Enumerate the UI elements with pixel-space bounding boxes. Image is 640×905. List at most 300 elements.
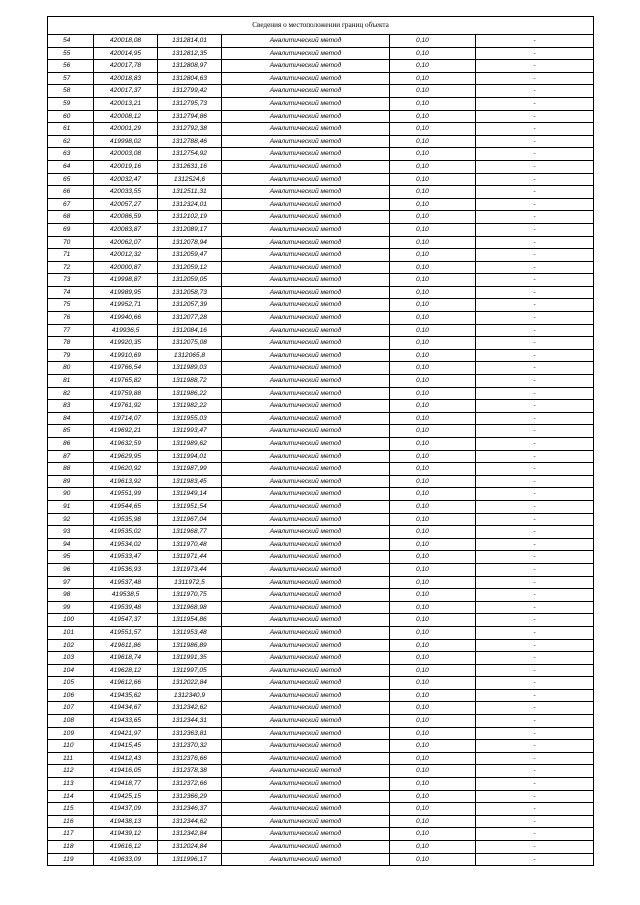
error-cell: 0,10 [390,274,476,287]
error-cell: 0,10 [390,589,476,602]
method-cell: Аналитический метод [222,639,390,652]
method-cell: Аналитический метод [222,664,390,677]
x-coordinate-cell: 420086,59 [94,211,158,224]
table-row [48,375,594,388]
error-cell: 0,10 [390,438,476,451]
error-cell: 0,10 [390,249,476,262]
y-coordinate-cell: 1311994,01 [158,450,222,463]
method-cell: Аналитический метод [222,123,390,136]
error-cell: 0,10 [390,160,476,173]
x-coordinate-cell: 420000,87 [94,261,158,274]
x-coordinate-cell: 419998,02 [94,135,158,148]
y-coordinate-cell: 1312370,32 [158,740,222,753]
table-row [48,274,594,287]
point-number-cell: 69 [48,223,94,236]
x-coordinate-cell: 419535,98 [94,513,158,526]
description-cell: - [476,828,594,841]
method-cell: Аналитический метод [222,299,390,312]
x-coordinate-cell: 420017,37 [94,85,158,98]
point-number-cell: 82 [48,387,94,400]
table-row [48,198,594,211]
error-cell: 0,10 [390,211,476,224]
description-cell: - [476,110,594,123]
table-row [48,60,594,73]
table-row [48,589,594,602]
method-cell: Аналитический метод [222,828,390,841]
x-coordinate-cell: 420017,78 [94,60,158,73]
description-cell: - [476,186,594,199]
y-coordinate-cell: 1312022,84 [158,677,222,690]
error-cell: 0,10 [390,286,476,299]
method-cell: Аналитический метод [222,601,390,614]
description-cell: - [476,337,594,350]
error-cell: 0,10 [390,110,476,123]
y-coordinate-cell: 1311954,86 [158,614,222,627]
method-cell: Аналитический метод [222,626,390,639]
description-cell: - [476,500,594,513]
x-coordinate-cell: 420062,07 [94,236,158,249]
description-cell: - [476,223,594,236]
method-cell: Аналитический метод [222,198,390,211]
y-coordinate-cell: 1312059,05 [158,274,222,287]
point-number-cell: 89 [48,475,94,488]
y-coordinate-cell: 1312059,12 [158,261,222,274]
table-row [48,727,594,740]
error-cell: 0,10 [390,35,476,48]
method-cell: Аналитический метод [222,236,390,249]
y-coordinate-cell: 1312344,31 [158,715,222,728]
description-cell: - [476,639,594,652]
y-coordinate-cell: 1312342,84 [158,828,222,841]
description-cell: - [476,375,594,388]
table-row [48,815,594,828]
description-cell: - [476,135,594,148]
error-cell: 0,10 [390,815,476,828]
x-coordinate-cell: 420008,12 [94,110,158,123]
error-cell: 0,10 [390,387,476,400]
table-row [48,526,594,539]
description-cell: - [476,35,594,48]
x-coordinate-cell: 420013,21 [94,97,158,110]
x-coordinate-cell: 419618,74 [94,652,158,665]
y-coordinate-cell: 1311982,22 [158,400,222,413]
method-cell: Аналитический метод [222,349,390,362]
table-row [48,513,594,526]
error-cell: 0,10 [390,689,476,702]
point-number-cell: 78 [48,337,94,350]
point-number-cell: 88 [48,463,94,476]
point-number-cell: 119 [48,853,94,866]
description-cell: - [476,589,594,602]
table-row [48,639,594,652]
point-number-cell: 65 [48,173,94,186]
method-cell: Аналитический метод [222,488,390,501]
x-coordinate-cell: 419538,5 [94,589,158,602]
boundary-coordinates-table [47,16,594,866]
method-cell: Аналитический метод [222,551,390,564]
error-cell: 0,10 [390,362,476,375]
x-coordinate-cell: 419692,21 [94,425,158,438]
error-cell: 0,10 [390,601,476,614]
method-cell: Аналитический метод [222,324,390,337]
point-number-cell: 87 [48,450,94,463]
table-row [48,538,594,551]
x-coordinate-cell: 419952,71 [94,299,158,312]
table-row [48,160,594,173]
description-cell: - [476,752,594,765]
table-row [48,135,594,148]
table-row [48,286,594,299]
point-number-cell: 54 [48,35,94,48]
description-cell: - [476,664,594,677]
table-row [48,123,594,136]
x-coordinate-cell: 419936,5 [94,324,158,337]
description-cell: - [476,727,594,740]
point-number-cell: 105 [48,677,94,690]
table-row [48,425,594,438]
table-row [48,715,594,728]
error-cell: 0,10 [390,626,476,639]
x-coordinate-cell: 419629,95 [94,450,158,463]
y-coordinate-cell: 1312024,84 [158,841,222,854]
x-coordinate-cell: 419632,59 [94,438,158,451]
table-row [48,211,594,224]
y-coordinate-cell: 1311993,47 [158,425,222,438]
method-cell: Аналитический метод [222,538,390,551]
error-cell: 0,10 [390,614,476,627]
table-row [48,828,594,841]
y-coordinate-cell: 1312346,37 [158,803,222,816]
x-coordinate-cell: 419620,92 [94,463,158,476]
x-coordinate-cell: 419438,13 [94,815,158,828]
point-number-cell: 66 [48,186,94,199]
description-cell: - [476,249,594,262]
error-cell: 0,10 [390,513,476,526]
y-coordinate-cell: 1311989,62 [158,438,222,451]
method-cell: Аналитический метод [222,526,390,539]
error-cell: 0,10 [390,312,476,325]
point-number-cell: 77 [48,324,94,337]
y-coordinate-cell: 1311989,03 [158,362,222,375]
table-row [48,450,594,463]
y-coordinate-cell: 1312077,28 [158,312,222,325]
error-cell: 0,10 [390,186,476,199]
x-coordinate-cell: 419611,86 [94,639,158,652]
method-cell: Аналитический метод [222,702,390,715]
method-cell: Аналитический метод [222,752,390,765]
y-coordinate-cell: 1311988,72 [158,375,222,388]
point-number-cell: 112 [48,765,94,778]
error-cell: 0,10 [390,702,476,715]
point-number-cell: 73 [48,274,94,287]
description-cell: - [476,198,594,211]
error-cell: 0,10 [390,72,476,85]
y-coordinate-cell: 1312057,39 [158,299,222,312]
table-row [48,186,594,199]
y-coordinate-cell: 1311951,54 [158,500,222,513]
table-row [48,223,594,236]
description-cell: - [476,362,594,375]
point-number-cell: 85 [48,425,94,438]
y-coordinate-cell: 1312792,38 [158,123,222,136]
error-cell: 0,10 [390,223,476,236]
table-row [48,500,594,513]
y-coordinate-cell: 1312078,94 [158,236,222,249]
point-number-cell: 116 [48,815,94,828]
method-cell: Аналитический метод [222,689,390,702]
error-cell: 0,10 [390,727,476,740]
point-number-cell: 55 [48,47,94,60]
y-coordinate-cell: 1311953,48 [158,626,222,639]
point-number-cell: 70 [48,236,94,249]
x-coordinate-cell: 419910,69 [94,349,158,362]
description-cell: - [476,841,594,854]
description-cell: - [476,261,594,274]
method-cell: Аналитический метод [222,286,390,299]
method-cell: Аналитический метод [222,740,390,753]
method-cell: Аналитический метод [222,513,390,526]
x-coordinate-cell: 419412,43 [94,752,158,765]
point-number-cell: 117 [48,828,94,841]
error-cell: 0,10 [390,652,476,665]
y-coordinate-cell: 1311972,5 [158,576,222,589]
x-coordinate-cell: 419613,92 [94,475,158,488]
x-coordinate-cell: 419998,87 [94,274,158,287]
point-number-cell: 56 [48,60,94,73]
error-cell: 0,10 [390,123,476,136]
method-cell: Аналитический метод [222,815,390,828]
x-coordinate-cell: 419434,67 [94,702,158,715]
x-coordinate-cell: 420083,87 [94,223,158,236]
point-number-cell: 92 [48,513,94,526]
point-number-cell: 108 [48,715,94,728]
table-row [48,563,594,576]
point-number-cell: 95 [48,551,94,564]
x-coordinate-cell: 419435,62 [94,689,158,702]
description-cell: - [476,551,594,564]
y-coordinate-cell: 1312363,81 [158,727,222,740]
point-number-cell: 79 [48,349,94,362]
error-cell: 0,10 [390,450,476,463]
y-coordinate-cell: 1312376,66 [158,752,222,765]
table-row [48,488,594,501]
method-cell: Аналитический метод [222,803,390,816]
method-cell: Аналитический метод [222,148,390,161]
point-number-cell: 114 [48,790,94,803]
method-cell: Аналитический метод [222,85,390,98]
table-row [48,841,594,854]
description-cell: - [476,463,594,476]
error-cell: 0,10 [390,828,476,841]
description-cell: - [476,526,594,539]
point-number-cell: 103 [48,652,94,665]
description-cell: - [476,211,594,224]
y-coordinate-cell: 1311949,14 [158,488,222,501]
error-cell: 0,10 [390,463,476,476]
x-coordinate-cell: 419418,77 [94,778,158,791]
point-number-cell: 111 [48,752,94,765]
x-coordinate-cell: 419551,99 [94,488,158,501]
table-row [48,236,594,249]
description-cell: - [476,148,594,161]
table-row [48,740,594,753]
x-coordinate-cell: 419421,97 [94,727,158,740]
table-row [48,803,594,816]
method-cell: Аналитический метод [222,249,390,262]
description-cell: - [476,614,594,627]
point-number-cell: 106 [48,689,94,702]
y-coordinate-cell: 1311987,99 [158,463,222,476]
y-coordinate-cell: 1312324,01 [158,198,222,211]
error-cell: 0,10 [390,790,476,803]
y-coordinate-cell: 1311955,03 [158,412,222,425]
description-cell: - [476,387,594,400]
error-cell: 0,10 [390,677,476,690]
point-number-cell: 72 [48,261,94,274]
point-number-cell: 61 [48,123,94,136]
method-cell: Аналитический метод [222,47,390,60]
table-row [48,614,594,627]
table-row [48,463,594,476]
table-row [48,626,594,639]
y-coordinate-cell: 1312344,62 [158,815,222,828]
table-title-row [48,17,594,35]
error-cell: 0,10 [390,778,476,791]
point-number-cell: 63 [48,148,94,161]
method-cell: Аналитический метод [222,500,390,513]
description-cell: - [476,488,594,501]
y-coordinate-cell: 1311968,98 [158,601,222,614]
point-number-cell: 115 [48,803,94,816]
description-cell: - [476,400,594,413]
y-coordinate-cell: 1312524,6 [158,173,222,186]
table-row [48,337,594,350]
error-cell: 0,10 [390,85,476,98]
error-cell: 0,10 [390,198,476,211]
table-row [48,249,594,262]
y-coordinate-cell: 1312075,08 [158,337,222,350]
error-cell: 0,10 [390,236,476,249]
table-row [48,689,594,702]
method-cell: Аналитический метод [222,727,390,740]
table-row [48,312,594,325]
method-cell: Аналитический метод [222,778,390,791]
y-coordinate-cell: 1312795,73 [158,97,222,110]
error-cell: 0,10 [390,488,476,501]
method-cell: Аналитический метод [222,375,390,388]
point-number-cell: 107 [48,702,94,715]
error-cell: 0,10 [390,526,476,539]
x-coordinate-cell: 420012,32 [94,249,158,262]
y-coordinate-cell: 1311986,89 [158,639,222,652]
x-coordinate-cell: 419425,15 [94,790,158,803]
y-coordinate-cell: 1312342,62 [158,702,222,715]
method-cell: Аналитический метод [222,614,390,627]
description-cell: - [476,173,594,186]
point-number-cell: 74 [48,286,94,299]
x-coordinate-cell: 419633,09 [94,853,158,866]
description-cell: - [476,475,594,488]
point-number-cell: 97 [48,576,94,589]
x-coordinate-cell: 420001,29 [94,123,158,136]
x-coordinate-cell: 419612,66 [94,677,158,690]
description-cell: - [476,563,594,576]
method-cell: Аналитический метод [222,261,390,274]
error-cell: 0,10 [390,715,476,728]
description-cell: - [476,513,594,526]
table-row [48,778,594,791]
description-cell: - [476,538,594,551]
method-cell: Аналитический метод [222,425,390,438]
point-number-cell: 104 [48,664,94,677]
table-row [48,85,594,98]
table-row [48,362,594,375]
x-coordinate-cell: 419433,65 [94,715,158,728]
description-cell: - [476,425,594,438]
y-coordinate-cell: 1311973,44 [158,563,222,576]
x-coordinate-cell: 419765,82 [94,375,158,388]
description-cell: - [476,626,594,639]
description-cell: - [476,299,594,312]
y-coordinate-cell: 1312340,9 [158,689,222,702]
point-number-cell: 118 [48,841,94,854]
x-coordinate-cell: 419628,12 [94,664,158,677]
x-coordinate-cell: 419989,95 [94,286,158,299]
y-coordinate-cell: 1312808,97 [158,60,222,73]
y-coordinate-cell: 1312058,73 [158,286,222,299]
error-cell: 0,10 [390,349,476,362]
x-coordinate-cell: 420032,47 [94,173,158,186]
description-cell: - [476,412,594,425]
x-coordinate-cell: 419547,37 [94,614,158,627]
x-coordinate-cell: 419537,48 [94,576,158,589]
point-number-cell: 59 [48,97,94,110]
method-cell: Аналитический метод [222,652,390,665]
description-cell: - [476,689,594,702]
description-cell: - [476,652,594,665]
description-cell: - [476,677,594,690]
method-cell: Аналитический метод [222,173,390,186]
x-coordinate-cell: 419544,65 [94,500,158,513]
error-cell: 0,10 [390,841,476,854]
x-coordinate-cell: 419714,07 [94,412,158,425]
method-cell: Аналитический метод [222,60,390,73]
x-coordinate-cell: 419416,05 [94,765,158,778]
y-coordinate-cell: 1312794,86 [158,110,222,123]
y-coordinate-cell: 1311967,04 [158,513,222,526]
point-number-cell: 110 [48,740,94,753]
point-number-cell: 99 [48,601,94,614]
method-cell: Аналитический метод [222,438,390,451]
error-cell: 0,10 [390,97,476,110]
method-cell: Аналитический метод [222,412,390,425]
error-cell: 0,10 [390,563,476,576]
error-cell: 0,10 [390,299,476,312]
error-cell: 0,10 [390,425,476,438]
y-coordinate-cell: 1312366,29 [158,790,222,803]
error-cell: 0,10 [390,324,476,337]
table-row [48,576,594,589]
y-coordinate-cell: 1311971,44 [158,551,222,564]
error-cell: 0,10 [390,538,476,551]
error-cell: 0,10 [390,60,476,73]
table-row [48,349,594,362]
description-cell: - [476,274,594,287]
description-cell: - [476,438,594,451]
error-cell: 0,10 [390,639,476,652]
y-coordinate-cell: 1312065,8 [158,349,222,362]
y-coordinate-cell: 1311970,48 [158,538,222,551]
